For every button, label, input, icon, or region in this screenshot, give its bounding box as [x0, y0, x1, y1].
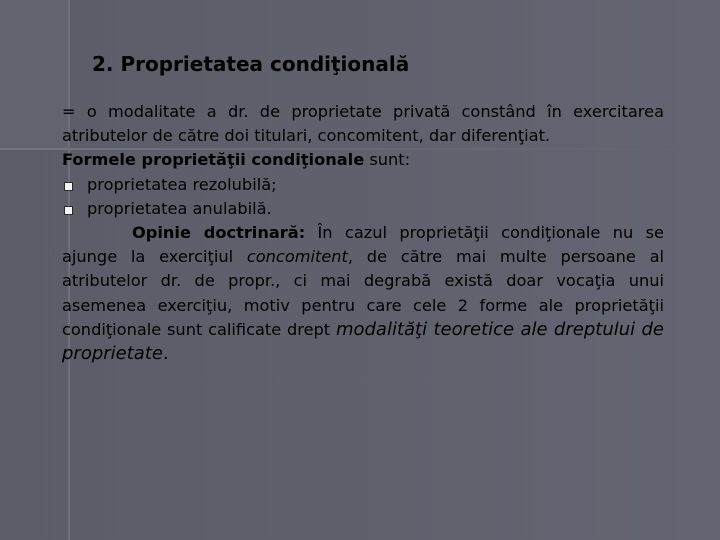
forms-heading-bold: Formele proprietăţii condiţionale	[62, 150, 365, 170]
list-item	[62, 197, 664, 221]
opinion-text-2: , de către mai multe persoane al atributelor dr. de propr., ci mai degrabă există doar vocaţia unui asemenea exerciţiu, motiv pentru care cele 2 forme ale proprietăţii condiţionale sunt calificate drept	[62, 247, 664, 339]
opinion-label: Opinie doctrinară:	[132, 223, 306, 243]
list-item	[62, 173, 664, 197]
opinion-italic-1: concomitent	[246, 247, 348, 267]
opinion-paragraph	[62, 221, 664, 366]
opinion-italic-2: modalităţi teoretice ale dreptului de proprietate	[62, 318, 664, 365]
forms-heading-rest: sunt:	[364, 150, 411, 170]
checkbox-bullet-icon	[64, 206, 73, 215]
slide-title: 2. Proprietatea condiţională	[92, 52, 410, 76]
form-item-label: proprietatea anulabilă.	[87, 198, 272, 218]
opinion-text-1: În cazul proprietăţii condiţionale nu se ajunge la exerciţiul	[62, 223, 664, 267]
slide-body	[62, 100, 664, 366]
form-item-label: proprietatea rezolubilă;	[87, 174, 277, 194]
forms-heading	[62, 148, 664, 172]
decorative-panel	[0, 0, 68, 148]
checkbox-bullet-icon	[64, 182, 73, 191]
definition-text: = o modalitate a dr. de proprietate privată constând în exercitarea atributelor de către doi titulari, concomitent, dar diferenţiat.	[62, 102, 664, 146]
opinion-end: .	[162, 343, 169, 365]
